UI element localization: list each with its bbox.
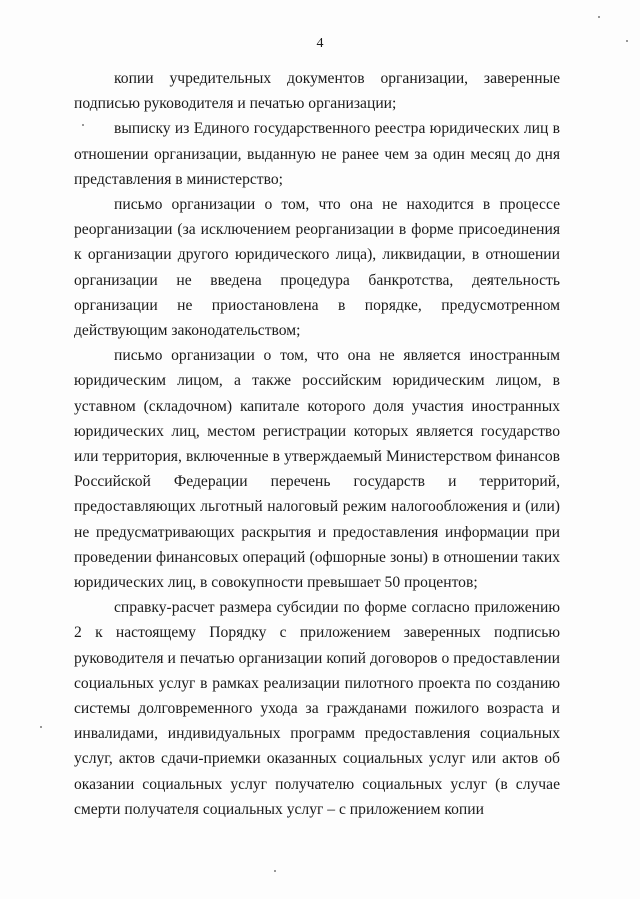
document-body [74,66,560,822]
paragraph-subsidy-calculation: справку-расчет размера субсидии по форме согласно приложению 2 к настоящему Порядку с приложением заверенных подписью руководителя и печатью организации копий договоров о предоставлении социальных услуг в рамках реализации пилотного проекта по созданию системы долговременного ухода за гражданами пожилого возраста и инвалидами, индивидуальных программ предоставления социальных услуг, актов сдачи-приемки оказанных социальных услуг или актов об оказании социальных услуг получателю социальных услуг (в случае смерти получателя социальных услуг – с приложением копии [74,599,560,818]
scan-speck [82,124,84,126]
paragraph-founding-documents: копии учредительных документов организации, заверенные подписью руководителя и печатью организации; [74,70,560,113]
paragraph-foreign-entity-letter: письмо организации о том, что она не является иностранным юридическим лицом, а также российским юридическим лицом, в уставном (складочном) капитале которого доля участия иностранных юридических лиц, местом регистрации которых является государство или территория, включенные в утверждаемый Министерством финансов Российской Федерации перечень государств и территорий, предоставляющих льготный налоговый режим налогообложения и (или) не предусматривающих раскрытия и предоставления информации при проведении финансовых операций (офшорные зоны) в отношении таких юридических лиц, в совокупности превышает 50 процентов; [74,347,560,592]
page-number: 4 [316,36,324,51]
scan-speck [40,726,42,728]
scan-speck [274,870,276,872]
scan-speck [626,40,628,42]
paragraph-reorganization-letter: письмо организации о том, что она не находится в процессе реорганизации (за исключением реорганизации в форме присоединения к организации другого юридического лица), ликвидации, в отношении организации не введена процедура банкротства, деятельность организации не приостановлена в порядке, предусмотренном действующим законодательством; [74,196,560,340]
paragraph-registry-extract: выписку из Единого государственного реестра юридических лиц в отношении организации, выданную не ранее чем за один месяц до дня представления в министерство; [74,120,560,188]
scan-speck [598,16,600,18]
